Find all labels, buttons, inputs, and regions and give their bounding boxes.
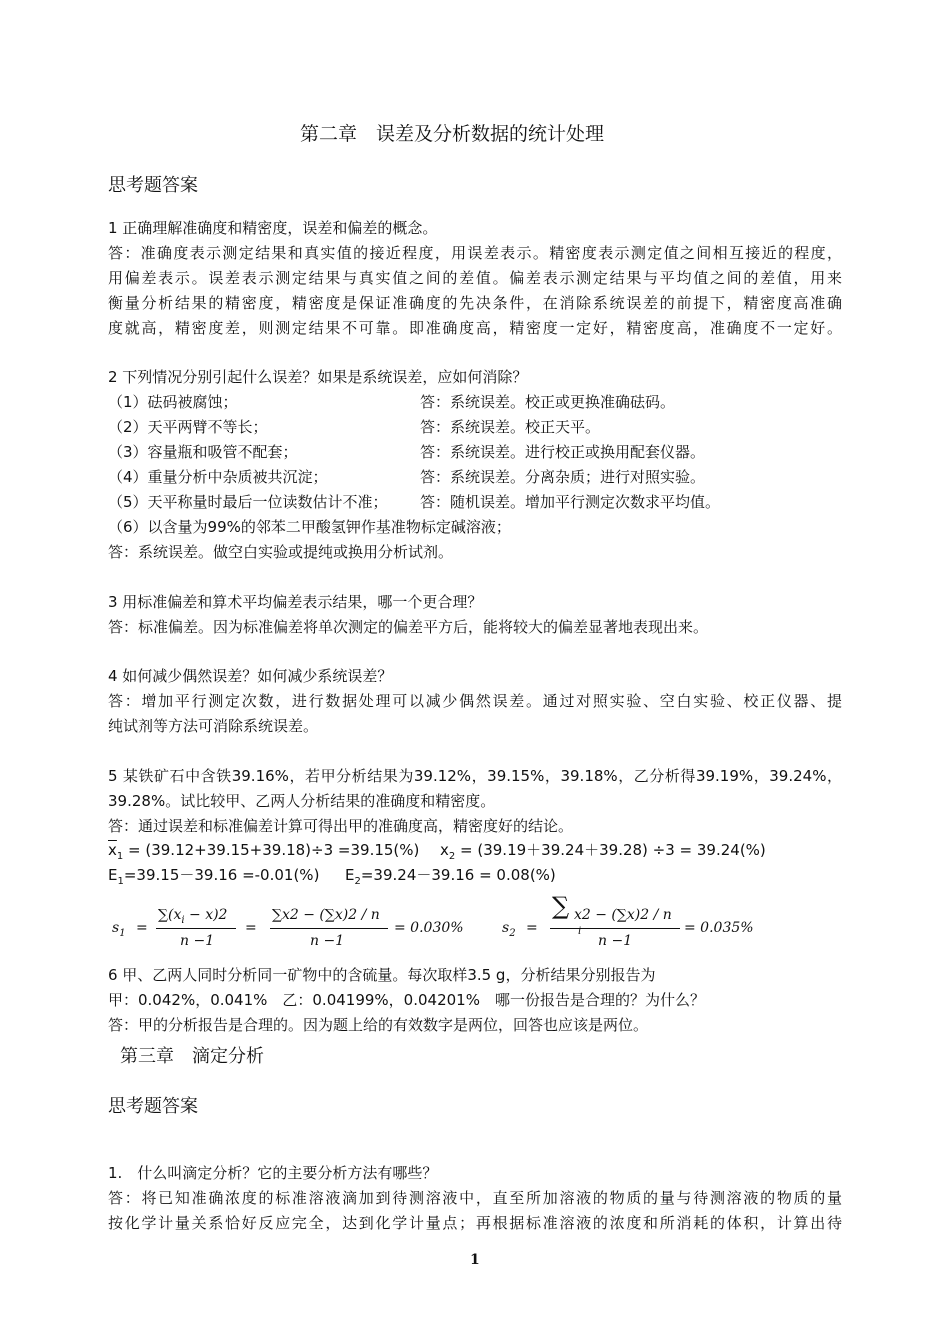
equals-sign: = [245, 920, 257, 936]
question-2-answer: 答：随机误差。增加平行测定次数求平均值。 [420, 493, 721, 511]
answer-1-line: 衡量分析结果的精密度，精密度是保证准确度的先决条件，在消除系统误差的前提下，精密度高准确 [108, 294, 842, 312]
mean-symbol: x [440, 841, 449, 859]
question-2-case: （4）重量分析中杂质被共沉淀； [108, 468, 328, 486]
answer-4-line: 纯试剂等方法可消除系统误差。 [108, 717, 319, 735]
error-e1-formula: $E_1=39.15-39.16 =-0.01(\%)$ [108, 866, 320, 887]
question-1: 1 正确理解准确度和精密度，误差和偏差的概念。 [108, 219, 438, 237]
s1-result: = 0.030% [394, 920, 464, 936]
s1-denominator-alt: n −1 [310, 933, 345, 949]
section-heading: 思考题答案 [108, 175, 198, 196]
question-2-answer: 答：系统误差。分离杂质；进行对照实验。 [420, 468, 706, 486]
s1-symbol: $s_1$ [112, 920, 126, 939]
s1-denominator: n −1 [180, 933, 215, 949]
s2-result: = 0.035% [684, 920, 754, 936]
mean-symbol: $\overline{x}$ [108, 841, 117, 859]
error-e2-formula: $E_2=39.24-39.16 = 0.08(\%)$ [345, 866, 556, 887]
answer-3: 答：标准偏差。因为标准偏差将单次测定的偏差平方后，能将较大的偏差显著地表现出来。 [108, 618, 709, 636]
s1-numerator: $\sum(x_i - x)2$ [158, 907, 228, 926]
s2-symbol: $s_2$ [502, 920, 516, 939]
question-5-line: 39.28%。试比较甲、乙两人分析结果的准确度和精密度。 [108, 792, 496, 810]
answer-4-line: 答：增加平行测定次数，进行数据处理可以减少偶然误差。通过对照实验、空白实验、校正仪器、提 [108, 692, 842, 710]
s1-numerator-alt: ∑x2 − (∑x)2 / n [272, 907, 380, 923]
question-4: 4 如何减少偶然误差？如何减少系统误差？ [108, 667, 393, 685]
question-2: 2 下列情况分别引起什么误差？如果是系统误差，应如何消除？ [108, 368, 528, 386]
equals-sign: = [526, 920, 538, 936]
question-2-case: （2）天平两臂不等长； [108, 418, 268, 436]
answer-1-line: 按化学计量关系恰好反应完全，达到化学计量点；再根据标准溶液的浓度和所消耗的体积，计算出待 [108, 1214, 842, 1232]
index-subscript: i [578, 926, 582, 937]
question-1: 1. 什么叫滴定分析？它的主要分析方法有哪些？ [108, 1164, 438, 1182]
chapter-title: 第三章 滴定分析 [120, 1046, 264, 1067]
mean-x2-formula: $x_2 = (39.19+39.24+39.28) \div 3 = 39.24(\%)$ [440, 841, 766, 862]
answer-1-line: 度就高，精密度差，则测定结果不可靠。即准确度高，精密度一定好，精密度高，准确度不一定好。 [108, 319, 842, 337]
answer-5: 答：通过误差和标准偏差计算可得出甲的准确度高，精密度好的结论。 [108, 817, 574, 835]
answer-1-line: 答：将已知准确浓度的标准溶液滴加到待测溶液中，直至所加溶液的物质的量与待测溶液的物质的量 [108, 1189, 842, 1207]
question-6: 6 甲、乙两人同时分析同一矿物中的含硫量。每次取样3.5 g，分析结果分别报告为 [108, 966, 656, 984]
s2-numerator: x2 − (∑x)2 / n [574, 907, 672, 923]
answer-1-line: 用偏差表示。误差表示测定结果与真实值之间的差值。偏差表示测定结果与平均值之间的差值，用来 [108, 269, 842, 287]
section-heading: 思考题答案 [108, 1096, 198, 1117]
question-3: 3 用标准偏差和算术平均偏差表示结果，哪一个更合理？ [108, 593, 483, 611]
fraction-bar [156, 928, 236, 929]
question-2-case: （1）砝码被腐蚀； [108, 393, 238, 411]
fraction-bar [550, 928, 680, 929]
question-2-answer: 答：系统误差。做空白实验或提纯或换用分析试剂。 [108, 543, 454, 561]
question-2-case: （3）容量瓶和吸管不配套； [108, 443, 298, 461]
page-number: 1 [470, 1252, 480, 1268]
question-2-answer: 答：系统误差。校正天平。 [420, 418, 601, 436]
sum-symbol: ∑ [552, 892, 570, 920]
question-2-answer: 答：系统误差。校正或更换准确砝码。 [420, 393, 676, 411]
question-2-answer: 答：系统误差。进行校正或换用配套仪器。 [420, 443, 706, 461]
fraction-bar [270, 928, 388, 929]
mean-x1-formula: $\overline{x}_1 = (39.12+39.15+39.18)\div 3 =39.15(\%)$ [108, 841, 420, 862]
answer-1-line: 答：准确度表示测定结果和真实值的接近程度，用误差表示。精密度表示测定值之间相互接近的程度， [108, 244, 842, 262]
answer-6: 答：甲的分析报告是合理的。因为题上给的有效数字是两位，回答也应该是两位。 [108, 1016, 649, 1034]
question-2-case: （6）以含量为99%的邻苯二甲酸氢钾作基准物标定碱溶液； [108, 518, 511, 536]
equals-sign: = [136, 920, 148, 936]
chapter-title: 第二章 误差及分析数据的统计处理 [300, 123, 605, 145]
question-2-case: （5）天平称量时最后一位读数估计不准； [108, 493, 388, 511]
question-6-results: 甲：0.042%，0.041% 乙：0.04199%，0.04201% 哪一份报告是合理的？为什么？ [108, 991, 705, 1009]
question-5-line: 5 某铁矿石中含铁39.16%，若甲分析结果为39.12%，39.15%，39.18%，乙分析得39.19%，39.24%， [108, 767, 842, 785]
s2-denominator: n −1 [598, 933, 633, 949]
